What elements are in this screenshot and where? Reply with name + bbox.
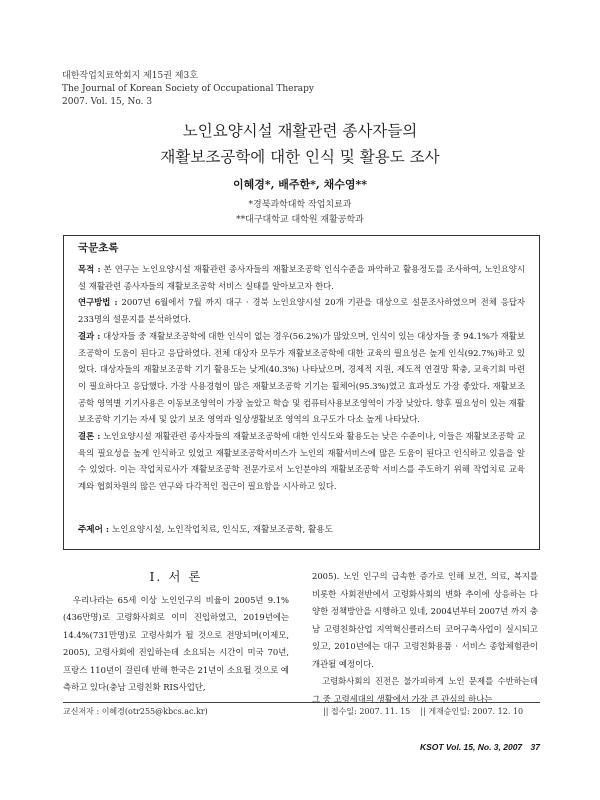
body-column-right	[312, 568, 538, 708]
journal-citation: KSOT Vol. 15, No. 3, 2007	[419, 742, 523, 752]
abstract-results-label: 결과 :	[78, 330, 101, 341]
abstract-heading: 국문초록	[78, 242, 119, 254]
keywords-label: 주제어 :	[78, 525, 110, 535]
paper-title-line-1: 노인요양시설 재활관련 종사자들의	[182, 122, 418, 140]
abstract-method-text: 2007년 6월에서 7월 까지 대구 · 경북 노인요양시설 20개 기관을 대상으로 설문조사하였으며 전체 응답자 233명의 설문지를 분석하였다.	[78, 297, 525, 325]
abstract-purpose-label: 목적 :	[78, 264, 101, 274]
affiliation-1: *경북과학대학 작업치료과	[248, 200, 352, 210]
keywords	[78, 523, 333, 535]
abstract-conclusion-label: 결론 :	[78, 431, 101, 442]
abstract-method-label: 연구방법 :	[78, 297, 118, 308]
affiliation-2: **대구대학교 대학원 재활공학과	[236, 215, 364, 225]
abstract-purpose-text: 본 연구는 노인요양시설 재활관련 종사자들의 재활보조공학 인식수준을 파악하고 활용정도를 조사하여, 노인요양시설 재활관련 종사자들의 재활보조공학 서비스 실태를 알아보고자 한다.	[78, 264, 525, 291]
corresponding-author: 교신저자 : 이혜경(otr255@kbcs.ac.kr)	[63, 707, 208, 716]
keywords-text: 노인요양시설, 노인작업치료, 인식도, 재활보조공학, 활용도	[111, 525, 333, 535]
journal-header	[62, 70, 314, 109]
paper-title-line-2: 재활보조공학에 대한 인식 및 활용도 조사	[160, 148, 440, 166]
body-column-left	[63, 568, 289, 697]
accepted-date: || 게재승인일: 2007. 12. 10	[420, 707, 524, 716]
received-date: || 접수일: 2007. 11. 15	[323, 707, 411, 716]
journal-name-korean: 대한작업치료학회지 제15권 제3호	[62, 71, 198, 81]
footnote-divider	[63, 702, 540, 703]
abstract-box	[63, 235, 540, 550]
page-number: 37	[530, 742, 540, 752]
body-paragraph: 우리나라는 65세 이상 노인인구의 비율이 2005년 9.1%(436만명)로 고령화사회로 이미 진입하였고, 2019년에는 14.4%(731만명)로 고령사회가 될 것으로 전망되며(이제모, 2005), 고령사회에 진입하는데 소요되는 시간이 미국 70년, 프랑스 110년이 걸린데 반해 한국은 21년이 소요될 것으로 예측하고 있다(충남 고령친화 RIS사업단,	[63, 594, 289, 692]
abstract-conclusion	[78, 428, 525, 495]
abstract-results	[78, 328, 525, 428]
journal-name-english: The Journal of Korean Society of Occupational Therapy	[62, 84, 315, 94]
footnote	[63, 706, 540, 717]
abstract-purpose	[78, 261, 525, 294]
journal-volume: 2007. Vol. 15, No. 3	[62, 97, 153, 107]
page-footer	[330, 742, 540, 752]
abstract-results-text: 대상자들 중 재활보조공학에 대한 인식이 없는 경우(56.2%)가 많았으며, 인식이 있는 대상자들 중 94.1%가 재활보조공학이 도움이 된다고 응답하였다. 전체 대상자 모두가 재활보조공학에 대한 교육의 필요성은 높게 인식(92.7%)하고 있었다. 대상자들의 재활보조공학 기기 활용도는 낮게(40.3%) 나타났으며, 경제적 지원, 제도적 연결망 확충, 교육기회 마련이 필요하다고 응답했다. 가장 사용경험이 많은 재활보조공학 기기는 휠체어(95.3%)였고 효과성도 가장 좋았다. 재활보조공학 영역별 기기사용은 이동보조영역이 가장 높았고 학습 및 컴퓨터사용보조영역이 가장 낮았다. 향후 필요성이 있는 재활보조공학 기기는 자세 및 앉기 보조 영역과 일상생활보조 영역의 요구도가 다소 높게 나타났다.	[78, 330, 525, 425]
body-paragraph: 2005). 노인 인구의 급속한 증가로 인해 보건, 의료, 복지를 비롯한 사회전반에서 고령화사회의 변화 추이에 상응하는 다양한 정책방안을 시행하고 있네, 2004년부터 2007년 까지 충남 고령친화산업 지역혁신클러스터 코어구축사업이 실시되고 있고, 2010년에는 대구 고령친화용품 · 서비스 종합체험관이 개관될 예정이다.	[312, 571, 538, 669]
abstract-method	[78, 294, 525, 327]
body-paragraph: 고령화사회의 진전은 불가피하게 노인 문제를 수반하는데 그 중 고령세대의 생활에서 가장 큰 관심의 하나는	[312, 676, 538, 704]
dates	[323, 706, 523, 717]
section-title-introduction: Ⅰ. 서 론	[149, 569, 203, 584]
authors: 이혜경*, 배주한*, 채수영**	[233, 178, 367, 191]
abstract-conclusion-text: 노인요양시설 재활관련 종사자들의 재활보조공학에 대한 인식도와 활용도는 낮은 수준이나, 이들은 재활보조공학 교육의 필요성을 높게 인식하고 있었고 재활보조공학서비스가 노인의 재활서비스에 많은 도움이 된다고 인식하고 있음을 알 수 있었다. 이는 작업치료사가 재활보조공학 전문가로서 노인분야의 재활보조공학 서비스를 주도하기 위해 작업치료 교육계와 협회차원의 많은 연구와 다각적인 접근이 필요함을 시사하고 있다.	[78, 431, 525, 492]
